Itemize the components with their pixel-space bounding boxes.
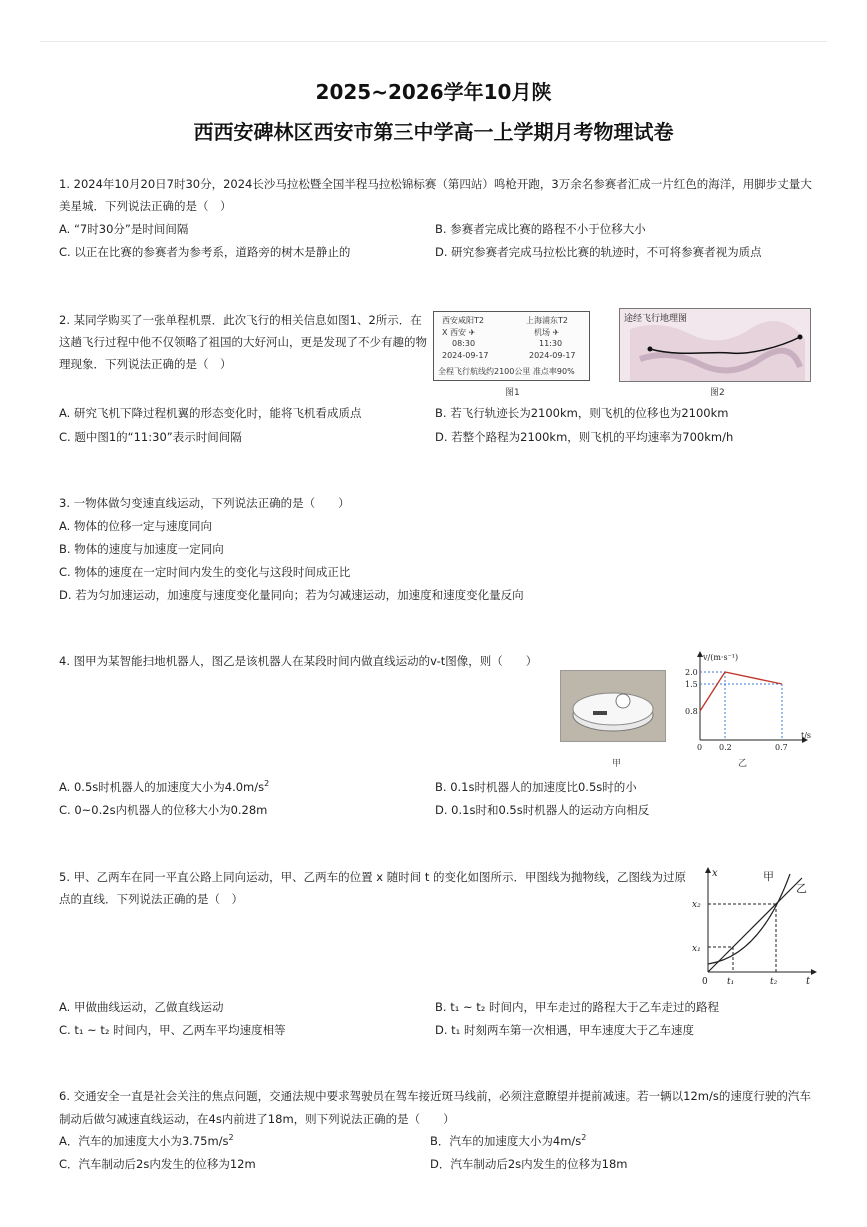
q4-option-a-text: A. 0.5s时机器人的加速度大小为4.0m/s [59,780,265,794]
ticket-depart-city: X 西安 ✈ [442,328,476,337]
q6-option-b-sup: 2 [581,1133,587,1143]
q2-option-b: B. 若飞行轨迹长为2100km，则飞机的位移也为2100km [435,406,729,420]
q1-option-b: B. 参赛者完成比赛的路程不小于位移大小 [435,222,646,236]
vt-xtick-0.2: 0.2 [719,743,732,752]
ticket-route-info: 全程飞行航线约2100公里 准点率90% [438,367,575,376]
q5-stem-line1: 5. 甲、乙两车在同一平直公路上同向运动，甲、乙两车的位置 x 随时间 t 的变化如图所示．甲图线为抛物线，乙图线为过原 [59,870,687,884]
fig1-caption: 图1 [505,388,520,398]
q6-option-a-text: A．汽车的加速度大小为3.75m/s [59,1134,229,1148]
q6-stem-line2: 制动后做匀减速直线运动，在4s内前进了18m，则下列说法正确的是（ ） [59,1112,455,1126]
q1-option-c: C. 以正在比赛的参赛者为参考系，道路旁的树木是静止的 [59,245,351,259]
fig2-caption: 图2 [710,388,725,398]
q6-option-d: D．汽车制动后2s内发生的位移为18m [430,1157,628,1171]
destination-dot [798,335,803,340]
page-title-line2: 西西安碑林区西安市第三中学高一上学期月考物理试卷 [193,120,674,144]
xt-label-jia: 甲 [763,870,774,883]
q6-stem-line1: 6. 交通安全一直是社会关注的焦点问题，交通法规中要求驾驶员在驾车接近斑马线前，必须注意瞭望并提前减速。若一辆以12m/s的速度行驶的汽车 [59,1089,811,1103]
header-divider [40,41,827,42]
ticket-arrive-airport: 上海浦东T2 [526,316,568,325]
q1-stem-line1: 1. 2024年10月20日7时30分，2024长沙马拉松暨全国半程马拉松锦标赛（第四站）鸣枪开跑，3万余名参赛者汇成一片红色的海洋，用脚步丈量大 [59,177,812,191]
xt-label-yi: 乙 [796,882,807,895]
q2-option-c: C. 题中图1的“11:30”表示时间间隔 [59,430,242,444]
q6-option-a-sup: 2 [228,1133,234,1143]
vt-ytick-2.0: 2.0 [685,668,698,677]
vt-line [700,672,782,711]
vt-x-label: t/s [801,731,812,740]
q4-option-b: B. 0.1s时机器人的加速度比0.5s时的小 [435,780,637,794]
robot-photo [560,670,666,742]
q5-option-c: C. t₁ ~ t₂ 时间内，甲、乙两车平均速度相等 [59,1023,286,1037]
q2-stem-line1: 2. 某同学购买了一张单程机票．此次飞行的相关信息如图1、2所示．在 [59,313,422,327]
q2-option-a: A. 研究飞机下降过程机翼的形态变化时，能将飞机看成质点 [59,406,362,420]
q3-option-d: D. 若为匀加速运动，加速度与速度变化量同向；若为匀减速运动，加速度和速度变化量反向 [59,588,524,602]
xt-line-yi [708,878,802,972]
q4-stem: 4. 图甲为某智能扫地机器人，图乙是该机器人在某段时间内做直线运动的v-t图像，则（ ） [59,654,538,668]
flight-route-map-figure [619,308,811,382]
q2-stem-line2: 这趟飞行过程中他不仅领略了祖国的大好河山，更是发现了不少有趣的物 [59,335,427,349]
q3-option-b: B. 物体的速度与加速度一定同向 [59,542,224,556]
flight-ticket-figure [433,311,590,381]
q4-option-c: C. 0~0.2s内机器人的位移大小为0.28m [59,803,268,817]
q4-option-a-sup: 2 [264,779,270,789]
ticket-arrive-city: 机场 ✈ [534,328,560,337]
xt-ytick-x1: x₁ [692,944,701,954]
q1-stem-line2: 美星城．下列说法正确的是（ ） [59,199,232,213]
q4-option-d: D. 0.1s时和0.5s时机器人的运动方向相反 [435,803,650,817]
q3-option-a: A. 物体的位移一定与速度同向 [59,519,212,533]
q6-option-c: C．汽车制动后2s内发生的位移为12m [59,1157,256,1171]
q6-option-b-text: B．汽车的加速度大小为4m/s [430,1134,582,1148]
xt-graph [690,864,820,990]
vt-ytick-1.5: 1.5 [685,680,698,689]
q1-option-a: A. “7时30分”是时间间隔 [59,222,189,236]
xt-x-label: t [806,976,811,987]
ticket-arrive-date: 2024-09-17 [529,351,576,360]
xt-curve-jia [708,874,790,964]
q4-option-a [59,776,269,798]
q5-option-a: A. 甲做曲线运动，乙做直线运动 [59,1000,224,1014]
vt-y-label: v/(m·s⁻¹) [703,653,739,662]
q5-option-b: B. t₁ ~ t₂ 时间内，甲车走过的路程大于乙车走过的路程 [435,1000,720,1014]
xt-xtick-t2: t₂ [770,977,778,987]
xt-origin: 0 [702,977,708,987]
q6-option-b [430,1130,586,1152]
q2-stem-line3: 理现象．下列说法正确的是（ ） [59,357,232,371]
q3-stem: 3. 一物体做匀变速直线运动，下列说法正确的是（ ） [59,496,350,510]
page-title-line1: 2025~2026学年10月陕 [315,80,552,104]
q2-option-d: D. 若整个路程为2100km，则飞机的平均速率为700km/h [435,430,734,444]
xt-y-label: x [712,868,718,879]
ticket-depart-date: 2024-09-17 [442,351,489,360]
ticket-depart-airport: 西安咸阳T2 [442,316,484,325]
q1-option-d: D. 研究参赛者完成马拉松比赛的轨迹时，不可将参赛者视为质点 [435,245,762,259]
vt-ytick-0.8: 0.8 [685,707,698,716]
q5-stem-line2: 点的直线．下列说法正确的是（ ） [59,892,243,906]
q6-option-a [59,1130,234,1152]
robot-vacuum-icon [561,671,665,741]
q5-option-d: D. t₁ 时刻两车第一次相遇，甲车速度大于乙车速度 [435,1023,694,1037]
xt-ytick-x2: x₂ [692,900,701,910]
vt-graph [675,648,815,756]
ticket-depart-time: 08:30 [452,339,476,348]
vt-xtick-0.7: 0.7 [775,743,788,752]
chart-caption: 乙 [738,759,748,769]
ticket-arrive-time: 11:30 [539,339,563,348]
map-title: 途经飞行地理图 [624,314,688,324]
q3-option-c: C. 物体的速度在一定时间内发生的变化与这段时间成正比 [59,565,351,579]
photo-caption: 甲 [612,759,622,769]
origin-dot [648,347,653,352]
vt-xtick-0: 0 [697,743,703,752]
xt-xtick-t1: t₁ [727,977,735,987]
